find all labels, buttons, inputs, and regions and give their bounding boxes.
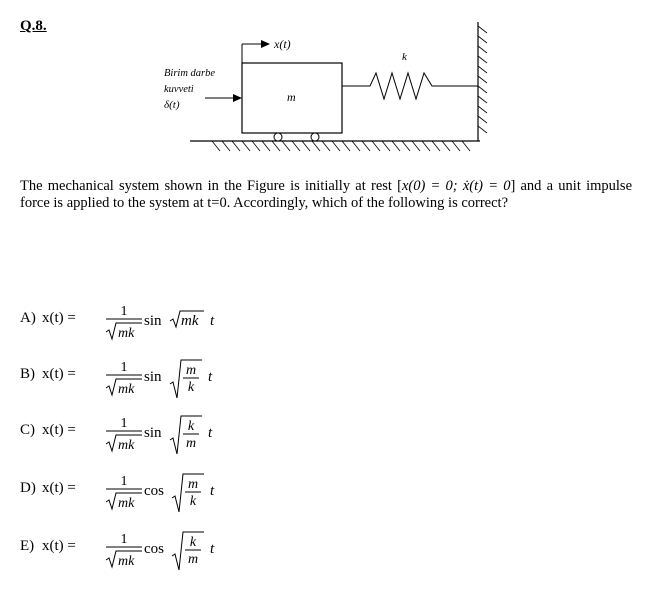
fraction-numerator: m [187,477,199,492]
trig-function: cos [144,483,164,499]
sqrt-radicand: mk [118,438,135,453]
fraction-numerator: 1 [120,360,128,375]
time-variable: t [208,369,213,385]
force-label-line2: kuvveti [164,84,194,95]
option-lhs: x(t) = [42,366,76,382]
sqrt-radicand: mk [118,554,135,569]
trig-function: sin [144,313,162,329]
fraction-denominator: k [189,494,197,509]
sqrt-radicand: mk [118,382,135,397]
option-letter: A) [20,310,36,326]
option-letter: E) [20,538,35,554]
force-label-line3: δ(t) [164,99,180,111]
wall-hatching [478,26,487,133]
answer-option[interactable] [20,352,260,404]
wheel-right-icon [311,133,319,141]
spring-label: k [402,51,407,63]
force-arrow-icon [233,94,242,102]
option-lhs: x(t) = [42,310,76,326]
trig-function: cos [144,541,164,557]
question-number: Q.8. [20,18,47,34]
force-label-line1: Birim darbe [164,68,216,79]
fraction-numerator: 1 [120,532,128,547]
answer-option[interactable] [20,408,260,460]
time-variable: t [210,541,215,557]
option-lhs: x(t) = [42,538,76,554]
trig-function: sin [144,425,162,441]
sqrt-radicand: mk [118,326,135,341]
sqrt-radicand: mk [181,313,199,329]
fraction-denominator: m [187,552,199,567]
option-lhs: x(t) = [42,422,76,438]
time-variable: t [208,425,213,441]
mass-spring-figure [0,0,650,170]
mass-label: m [287,90,296,104]
spring [342,73,478,99]
initial-conditions: x(0) = 0; ẋ(t) = 0 [401,178,511,194]
option-letter: B) [20,366,35,382]
fraction-numerator: k [189,535,197,550]
fraction-numerator: m [185,363,197,378]
question-text-part1: The mechanical system shown in the Figure is initially at rest [ [20,178,402,194]
option-letter: D) [20,480,36,496]
fraction-numerator: k [187,419,195,434]
fraction-denominator: k [187,380,195,395]
time-variable: t [210,313,215,329]
ground-hatching [212,141,470,151]
output-arrow-icon [261,40,270,48]
question-text [20,178,632,211]
fraction-numerator: 1 [120,304,128,319]
fraction-denominator: m [185,436,197,451]
answer-option[interactable] [20,466,260,518]
wheel-left-icon [274,133,282,141]
trig-function: sin [144,369,162,385]
sqrt-radicand: mk [118,496,135,511]
fraction-numerator: 1 [120,416,128,431]
question-text-part2: ] and a unit impulse force is applied to the system at t=0. Accordingly, which of the following is correct? [20,178,633,211]
option-lhs: x(t) = [42,480,76,496]
answer-option[interactable] [20,296,260,348]
option-letter: C) [20,422,35,438]
answer-option[interactable] [20,524,260,576]
fraction-numerator: 1 [120,474,128,489]
output-label: x(t) [274,37,291,51]
time-variable: t [210,483,215,499]
